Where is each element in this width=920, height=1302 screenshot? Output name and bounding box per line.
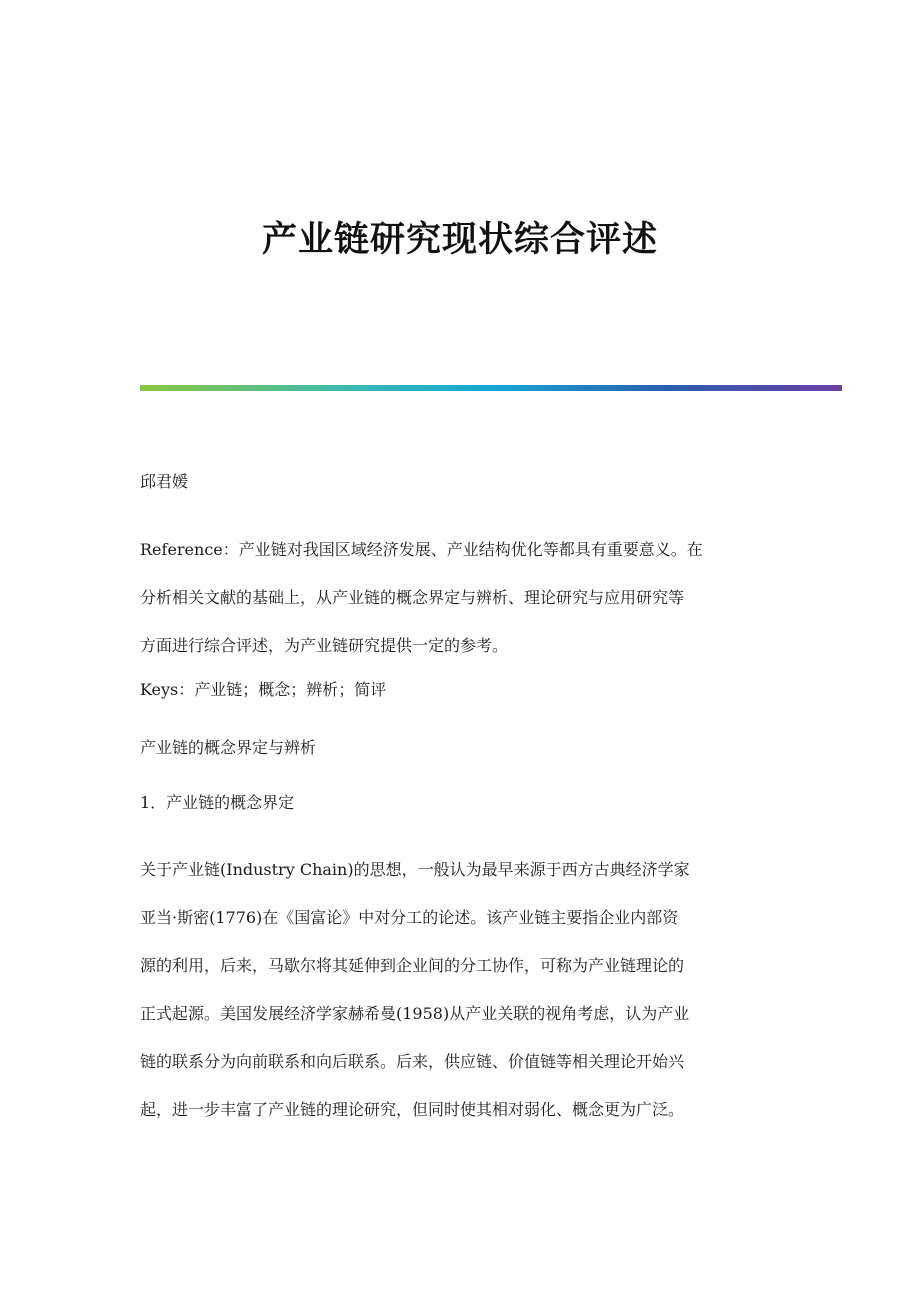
abstract-line: 方面进行综合评述，为产业链研究提供一定的参考。: [140, 636, 509, 655]
body-line: 正式起源。美国发展经济学家赫希曼(1958)从产业关联的视角考虑，认为产业: [140, 1004, 690, 1023]
section-heading: 产业链的概念界定与辨析: [140, 738, 317, 757]
document-title: 产业链研究现状综合评述: [261, 219, 658, 260]
keywords: Keys：产业链；概念；辨析；简评: [140, 680, 387, 699]
subsection-heading: 1．产业链的概念界定: [140, 793, 295, 812]
body-paragraph: [140, 846, 690, 1134]
body-line: 关于产业链(Industry Chain)的思想，一般认为最早来源于西方古典经济学家: [140, 860, 690, 879]
abstract-line: Reference：产业链对我国区域经济发展、产业结构优化等都具有重要意义。在: [140, 540, 703, 559]
abstract-line: 分析相关文献的基础上，从产业链的概念界定与辨析、理论研究与应用研究等: [140, 588, 685, 607]
body-line: 链的联系分为向前联系和向后联系。后来，供应链、价值链等相关理论开始兴: [140, 1052, 685, 1071]
title-divider: [140, 385, 842, 391]
author-name: 邱君媛: [140, 472, 189, 491]
body-line: 亚当·斯密(1776)在《国富论》中对分工的论述。该产业链主要指企业内部资: [140, 908, 679, 927]
body-line: 源的利用，后来，马歇尔将其延伸到企业间的分工协作，可称为产业链理论的: [140, 956, 685, 975]
abstract-paragraph: [140, 526, 703, 670]
body-line: 起，进一步丰富了产业链的理论研究，但同时使其相对弱化、概念更为广泛。: [140, 1100, 685, 1119]
